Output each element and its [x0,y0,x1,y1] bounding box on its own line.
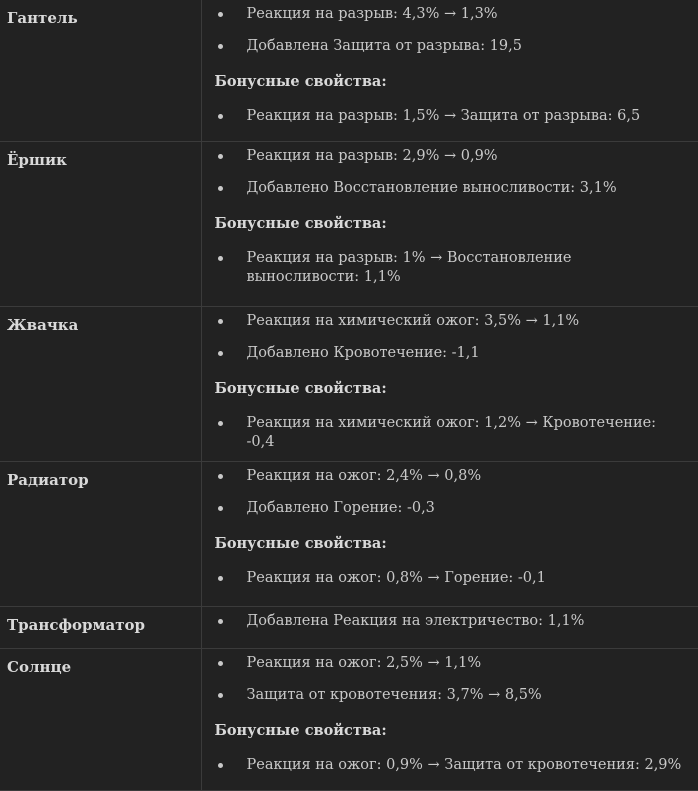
list-item: Добавлена Защита от разрыва: 19,5 [202,37,698,56]
bullet-icon [218,506,223,511]
item-name: Солнце [0,648,201,790]
list-item: Реакция на ожог: 2,4% → 0,8% [202,467,698,486]
bullet-icon [218,256,223,261]
bullet-icon [218,693,223,698]
table-row [0,461,698,606]
item-changes [201,606,698,648]
bonus-heading: Бонусные свойства: [202,534,698,553]
bullet-icon [218,114,223,119]
item-name: Ёршик [0,141,201,306]
item-changes [201,461,698,606]
change-list [202,654,698,705]
table-row [0,648,698,790]
list-item: Реакция на ожог: 0,8% → Горение: -0,1 [202,569,698,588]
item-changes [201,648,698,790]
list-item: Добавлено Горение: -0,3 [202,499,698,518]
bullet-icon [218,619,223,624]
list-item: Реакция на химический ожог: 3,5% → 1,1% [202,312,698,331]
bonus-list [202,756,698,775]
table-row [0,141,698,306]
change-list [202,5,698,56]
item-changes [201,306,698,461]
bonus-list [202,569,698,588]
list-item: Реакция на химический ожог: 1,2% → Кровотечение: -0,4 [202,414,698,452]
bonus-heading: Бонусные свойства: [202,72,698,91]
item-name: Трансформатор [0,606,201,648]
list-item: Добавлено Восстановление выносливости: 3,1% [202,179,698,198]
item-changes [201,0,698,141]
list-item: Реакция на разрыв: 1% → Восстановление выносливости: 1,1% [202,249,698,287]
change-list [202,312,698,363]
bonus-list [202,414,698,452]
list-item: Реакция на разрыв: 2,9% → 0,9% [202,147,698,166]
table-row [0,606,698,648]
list-item: Реакция на разрыв: 1,5% → Защита от разрыва: 6,5 [202,107,698,126]
list-item: Добавлена Реакция на электричество: 1,1% [202,612,698,631]
item-changes [201,141,698,306]
list-item: Реакция на разрыв: 4,3% → 1,3% [202,5,698,24]
bullet-icon [218,661,223,666]
item-name: Жвачка [0,306,201,461]
bullet-icon [218,763,223,768]
change-list [202,467,698,518]
bullet-icon [218,474,223,479]
table-row [0,0,698,141]
bullet-icon [218,351,223,356]
item-name: Радиатор [0,461,201,606]
list-item: Реакция на ожог: 0,9% → Защита от кровотечения: 2,9% [202,756,698,775]
bonus-heading: Бонусные свойства: [202,721,698,740]
bullet-icon [218,576,223,581]
bullet-icon [218,421,223,426]
change-list [202,612,698,631]
item-name: Гантель [0,0,201,141]
bonus-list [202,249,698,287]
bullet-icon [218,154,223,159]
list-item: Реакция на ожог: 2,5% → 1,1% [202,654,698,673]
bonus-list [202,107,698,126]
list-item: Добавлено Кровотечение: -1,1 [202,344,698,363]
list-item: Защита от кровотечения: 3,7% → 8,5% [202,686,698,705]
bonus-heading: Бонусные свойства: [202,379,698,398]
bonus-heading: Бонусные свойства: [202,214,698,233]
bullet-icon [218,186,223,191]
bullet-icon [218,12,223,17]
bullet-icon [218,44,223,49]
bullet-icon [218,319,223,324]
table-row [0,306,698,461]
change-list [202,147,698,198]
